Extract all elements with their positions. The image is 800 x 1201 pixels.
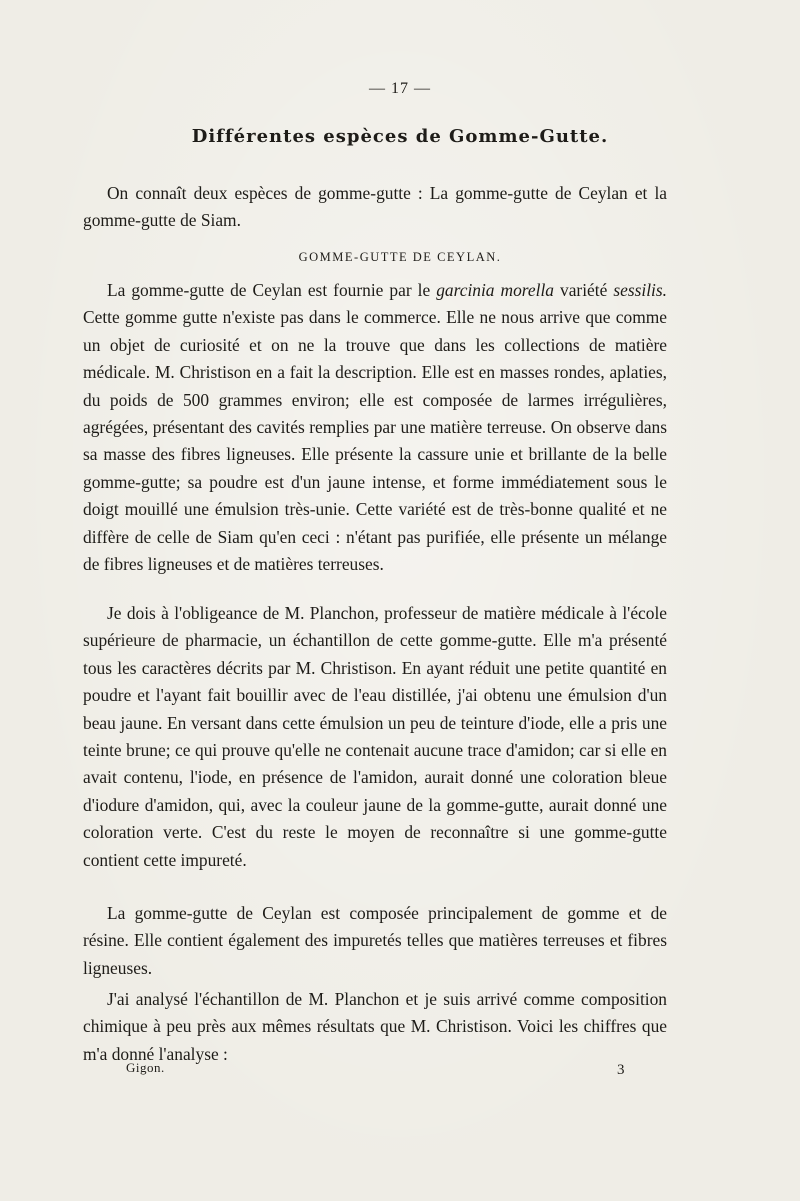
paragraph-2 <box>83 600 667 874</box>
subheading: GOMME-GUTTE DE CEYLAN. <box>298 250 502 264</box>
footer-signature-mark: 3 <box>617 1062 625 1078</box>
intro-paragraph <box>83 180 667 235</box>
paragraph-1-part2: variété <box>553 280 614 300</box>
paragraph-4-text: J'ai analysé l'échantillon de M. Planchon et je suis arrivé comme composition chimique à peu près aux mêmes résultats que M. Christison. Voici les chiffres que m'a donné l'analyse : <box>83 989 667 1064</box>
paragraph-1-italic-variety: sessilis. <box>613 280 667 300</box>
footer-author: Gigon. <box>126 1060 165 1075</box>
paragraph-1-text <box>83 277 667 578</box>
paragraph-4 <box>83 986 667 1068</box>
paragraph-1 <box>83 277 667 578</box>
paragraph-1-part1: La gomme-gutte de Ceylan est fournie par le <box>107 280 437 300</box>
paragraph-3-text: La gomme-gutte de Ceylan est composée principalement de gomme et de résine. Elle contient également des impuretés telles que matières terreuses et fibres ligneuses. <box>83 903 667 978</box>
paragraph-2-text: Je dois à l'obligeance de M. Planchon, professeur de matière médicale à l'école supérieure de pharmacie, un échantillon de cette gomme-gutte. Elle m'a présenté tous les caractères décrits par M. Christison. En ayant réduit une petite quantité en poudre et l'ayant fait bouillir avec de l'eau distillée, j'ai obtenu une émulsion d'un beau jaune. En versant dans cette émulsion un peu de teinture d'iode, elle a pris une teinte brune; ce qui prouve qu'elle ne contenait aucune trace d'amidon; car si elle en avait contenu, l'iode, en présence de l'amidon, aurait donné une coloration bleue d'iodure d'amidon, qui, avec la couleur jaune de la gomme-gutte, aurait donné une coloration verte. C'est du reste le moyen de reconnaître si une gomme-gutte contient cette impureté. <box>83 603 667 870</box>
intro-text: On connaît deux espèces de gomme-gutte : La gomme-gutte de Ceylan et la gomme-gutte de Siam. <box>83 183 667 231</box>
paragraph-3 <box>83 900 667 982</box>
paragraph-1-italic-species: garcinia morella <box>436 280 554 300</box>
page-number: — 17 — <box>369 80 431 97</box>
section-title: Différentes espèces de Gomme-Gutte. <box>191 126 609 147</box>
paragraph-1-part3: Cette gomme gutte n'existe pas dans le commerce. Elle ne nous arrive que comme un objet de curiosité et on ne la trouve que dans les collections de matière médicale. M. Christison en a fait la description. Elle est en masses rondes, aplaties, du poids de 500 grammes environ; elle est composée de larmes irrégulières, agrégées, présentant des cavités remplies par une matière terreuse. On observe dans sa masse des fibres ligneuses. Elle présente la cassure unie et brillante de la belle gomme-gutte; sa poudre est d'un jaune intense, et forme immédiatement sous le doigt mouillé une émulsion très-unie. Cette variété est de très-bonne qualité et ne diffère de celle de Siam qu'en ceci : n'étant pas purifiée, elle présente un mélange de fibres ligneuses et de matières terreuses. <box>83 307 667 575</box>
